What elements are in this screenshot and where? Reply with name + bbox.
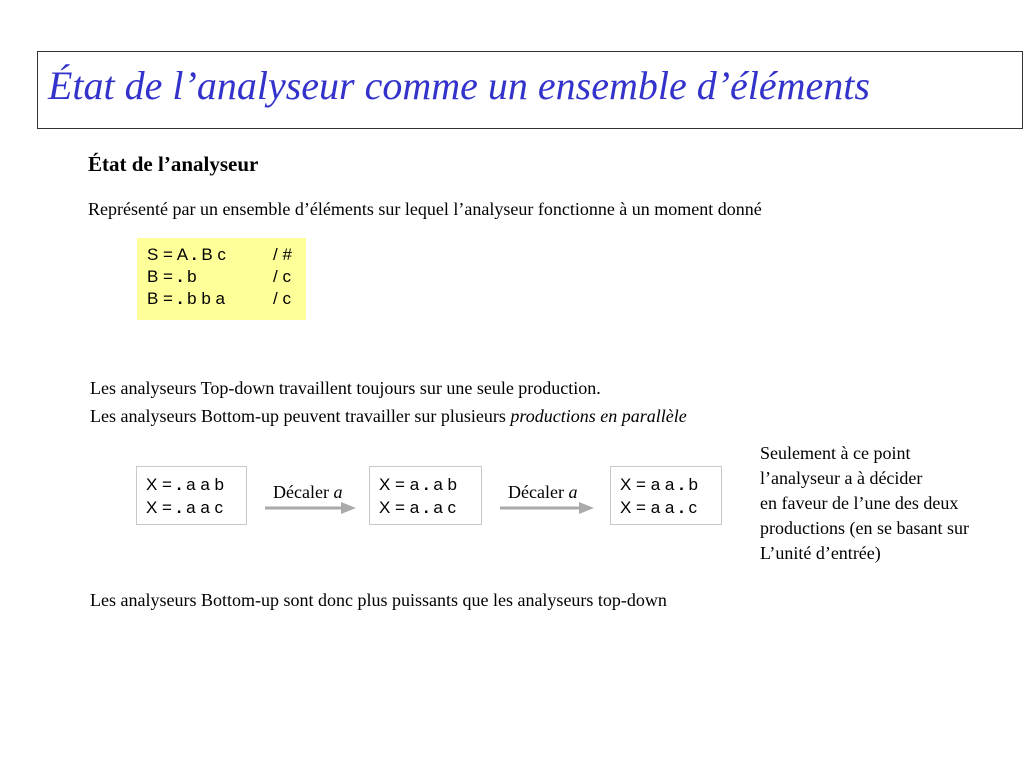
note-line: en faveur de l’une des deux xyxy=(760,493,959,513)
state-item-lookahead: / c xyxy=(273,289,291,308)
item-row: X = a . a b xyxy=(379,475,457,494)
item-row: X = . a a b xyxy=(146,475,224,494)
description: Représenté par un ensemble d’éléments sur lequel l’analyseur fonctionne à un moment donné xyxy=(88,199,762,219)
item-row: X = a a . b xyxy=(620,475,698,494)
conclusion: Les analyseurs Bottom-up sont donc plus puissants que les analyseurs top-down xyxy=(90,590,667,610)
item-row: X = a a . c xyxy=(620,498,698,517)
bottomup-statement: Les analyseurs Bottom-up peuvent travailler sur plusieurs productions en parallèle xyxy=(90,406,687,426)
topdown-statement: Les analyseurs Top-down travaillent toujours sur une seule production. xyxy=(90,378,601,398)
title-box xyxy=(37,51,1023,129)
section-heading: État de l’analyseur xyxy=(88,152,259,176)
shift-arrow-2 xyxy=(498,500,596,516)
state-items-box xyxy=(137,238,306,320)
shift-arrow-1 xyxy=(263,500,358,516)
item-set-box-1 xyxy=(136,466,247,525)
item-set-box-3 xyxy=(610,466,722,525)
state-item-lookahead: / # xyxy=(273,245,292,264)
note-line: productions (en se basant sur xyxy=(760,518,969,538)
note-line: Seulement à ce point xyxy=(760,443,911,463)
state-item: S = A . B c xyxy=(147,245,226,264)
item-set-box-2 xyxy=(369,466,482,525)
state-item: B = . b xyxy=(147,267,197,286)
note-line: L’unité d’entrée) xyxy=(760,543,881,563)
shift-label-2: Décaler a xyxy=(508,482,578,502)
decision-note xyxy=(760,441,969,566)
state-item: B = . b b a xyxy=(147,289,225,308)
item-row: X = . a a c xyxy=(146,498,224,517)
note-line: l’analyseur a à décider xyxy=(760,468,923,488)
state-item-lookahead: / c xyxy=(273,267,291,286)
shift-label-1: Décaler a xyxy=(273,482,343,502)
item-row: X = a . a c xyxy=(379,498,457,517)
slide-title: État de l’analyseur comme un ensemble d’éléments xyxy=(48,63,870,108)
